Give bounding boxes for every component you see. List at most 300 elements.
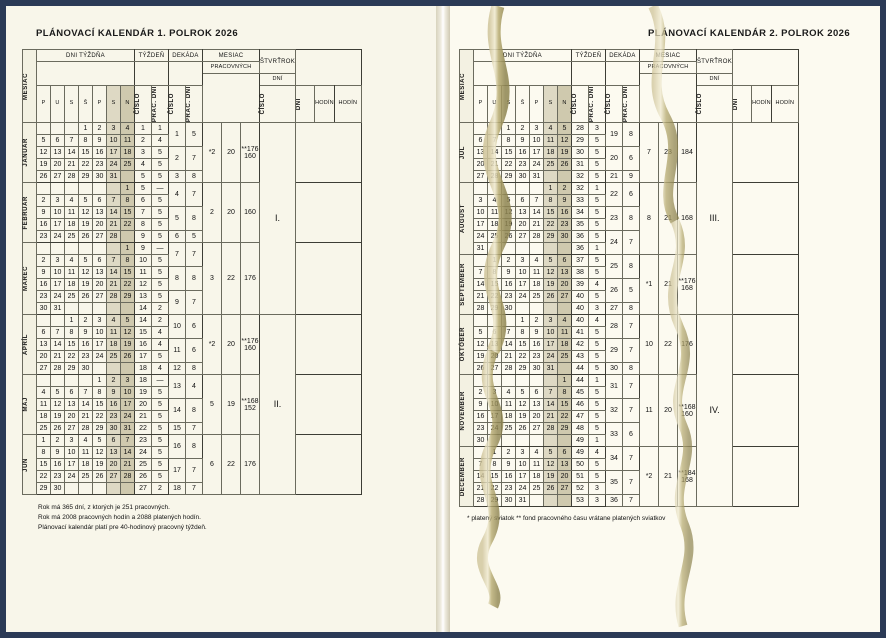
decade-workdays: 7 (186, 483, 203, 495)
week-number: 45 (572, 387, 589, 399)
day-cell (65, 303, 79, 315)
day-cell: 1 (488, 447, 502, 459)
day-cell: 26 (79, 291, 93, 303)
day-cell: 14 (107, 267, 121, 279)
week-number: 7 (135, 207, 152, 219)
month-number: *1 (640, 255, 659, 315)
hdr-quarter-hodin: HODÍN (771, 86, 798, 123)
day-cell: 20 (107, 459, 121, 471)
month-number: *2 (640, 447, 659, 507)
day-cell (65, 375, 79, 387)
day-cell: 7 (79, 387, 93, 399)
week-number: 5 (135, 183, 152, 195)
day-cell: 15 (558, 399, 572, 411)
day-cell: 7 (51, 327, 65, 339)
hdr-working-sub (203, 74, 260, 123)
day-cell: 5 (79, 195, 93, 207)
decade-number: 3 (169, 171, 186, 183)
month-workdays: 20 (659, 375, 678, 447)
hdr-month: MESIAC (460, 50, 474, 123)
day-cell (65, 483, 79, 495)
day-cell: 21 (474, 483, 488, 495)
decade-workdays: 7 (623, 339, 640, 363)
day-cell: 30 (502, 495, 516, 507)
hdr-dec-pracdni: PRAC. DNI (623, 86, 640, 123)
day-cell: 7 (107, 195, 121, 207)
decade-number: 13 (169, 375, 186, 399)
day-cell: 17 (488, 411, 502, 423)
week-workdays: 5 (152, 447, 169, 459)
day-cell: 12 (93, 447, 107, 459)
day-cell: 9 (530, 327, 544, 339)
day-cell: 24 (65, 471, 79, 483)
day-cell (93, 483, 107, 495)
day-cell: 30 (530, 363, 544, 375)
decade-number: 31 (606, 375, 623, 399)
day-cell: 18 (530, 279, 544, 291)
day-cell: 23 (558, 219, 572, 231)
decade-number: 21 (606, 171, 623, 183)
decade-number: 4 (169, 183, 186, 207)
week-workdays: 5 (152, 459, 169, 471)
day-cell: 7 (121, 435, 135, 447)
day-cell: 4 (79, 435, 93, 447)
day-cell: 6 (93, 195, 107, 207)
day-cell: 26 (474, 363, 488, 375)
day-cell: 29 (65, 363, 79, 375)
day-cell: 12 (516, 399, 530, 411)
hdr-day-5: S (107, 86, 121, 123)
day-cell: 15 (65, 339, 79, 351)
day-cell: 24 (107, 159, 121, 171)
week-number: 5 (135, 171, 152, 183)
week-workdays: — (152, 375, 169, 387)
day-cell: 26 (121, 351, 135, 363)
day-cell: 7 (530, 195, 544, 207)
day-cell: 9 (51, 447, 65, 459)
hdr-spacer-days (37, 62, 135, 86)
day-cell: 10 (51, 207, 65, 219)
day-cell: 25 (502, 423, 516, 435)
week-workdays: 5 (589, 351, 606, 363)
day-cell: 30 (558, 231, 572, 243)
day-cell: 16 (502, 279, 516, 291)
day-cell: 4 (65, 195, 79, 207)
calendar-row (460, 375, 799, 387)
day-cell: 20 (558, 279, 572, 291)
day-cell (488, 183, 502, 195)
hdr-spacer-days (474, 62, 572, 86)
day-cell: 3 (516, 447, 530, 459)
day-cell: 18 (558, 339, 572, 351)
right-page (443, 6, 880, 632)
week-number: 4 (135, 159, 152, 171)
day-cell: 18 (107, 339, 121, 351)
hdr-working: PRACOVNÝCH (640, 62, 697, 74)
day-cell (502, 315, 516, 327)
decade-number: 23 (606, 207, 623, 231)
day-cell: 5 (502, 195, 516, 207)
day-cell (121, 483, 135, 495)
day-cell: 18 (65, 279, 79, 291)
month-hours: **168 160 (678, 375, 697, 447)
day-cell: 6 (488, 327, 502, 339)
calendar-row (460, 471, 799, 483)
day-cell: 7 (488, 135, 502, 147)
day-cell (107, 363, 121, 375)
calendar-row (23, 399, 362, 411)
decade-number: 7 (169, 243, 186, 267)
day-cell: 26 (502, 231, 516, 243)
hdr-mon-cislo: ČÍSLO (260, 86, 296, 123)
week-number: 43 (572, 351, 589, 363)
day-cell: 4 (530, 255, 544, 267)
day-cell: 4 (121, 123, 135, 135)
week-workdays: 2 (152, 315, 169, 327)
left-page-title: PLÁNOVACÍ KALENDÁR 1. POLROK 2026 (36, 28, 238, 39)
day-cell: 27 (93, 291, 107, 303)
day-cell: 16 (79, 339, 93, 351)
day-cell (474, 375, 488, 387)
day-cell: 15 (79, 147, 93, 159)
day-cell (502, 435, 516, 447)
week-workdays: 5 (152, 399, 169, 411)
week-number: 2 (135, 135, 152, 147)
week-workdays: 5 (152, 411, 169, 423)
week-number: 21 (135, 411, 152, 423)
day-cell: 28 (65, 171, 79, 183)
calendar-row (460, 303, 799, 315)
calendar-row (23, 363, 362, 375)
week-number: 18 (135, 363, 152, 375)
day-cell: 27 (474, 171, 488, 183)
day-cell: 19 (93, 459, 107, 471)
day-cell (516, 375, 530, 387)
day-cell (530, 495, 544, 507)
day-cell: 27 (488, 363, 502, 375)
right-page-title: PLÁNOVACÍ KALENDÁR 2. POLROK 2026 (648, 28, 850, 39)
day-cell (474, 123, 488, 135)
day-cell (37, 375, 51, 387)
day-cell: 1 (65, 315, 79, 327)
footer-line-2: Rok má 2008 pracovných hodín a 2088 platených hodín. (38, 513, 201, 521)
day-cell (544, 243, 558, 255)
week-workdays: — (152, 183, 169, 195)
week-number: 44 (572, 363, 589, 375)
day-cell: 15 (544, 207, 558, 219)
day-cell (474, 315, 488, 327)
day-cell: 9 (502, 459, 516, 471)
day-cell: 11 (502, 399, 516, 411)
decade-workdays: 7 (186, 459, 203, 483)
hdr-quarter-hodin: HODÍN (334, 86, 361, 123)
day-cell: 16 (558, 207, 572, 219)
month-label-DECEMBER: DECEMBER (460, 447, 474, 507)
day-cell: 28 (474, 495, 488, 507)
day-cell: 25 (65, 291, 79, 303)
day-cell: 14 (488, 147, 502, 159)
calendar-row (23, 123, 362, 135)
day-cell: 10 (516, 267, 530, 279)
day-cell (51, 123, 65, 135)
day-cell: 25 (37, 423, 51, 435)
day-cell: 4 (107, 315, 121, 327)
day-cell: 27 (37, 363, 51, 375)
day-cell: 17 (121, 399, 135, 411)
day-cell: 12 (51, 399, 65, 411)
day-cell: 31 (516, 495, 530, 507)
week-workdays: 5 (589, 219, 606, 231)
hdr-day-0: P (37, 86, 51, 123)
decade-number: 29 (606, 339, 623, 363)
day-cell: 1 (488, 255, 502, 267)
day-cell: 14 (530, 207, 544, 219)
day-cell: 11 (488, 207, 502, 219)
day-cell (488, 435, 502, 447)
day-cell: 22 (79, 159, 93, 171)
day-cell: 21 (107, 219, 121, 231)
day-cell: 10 (51, 267, 65, 279)
day-cell: 27 (51, 171, 65, 183)
day-cell: 14 (51, 339, 65, 351)
day-cell: 3 (65, 435, 79, 447)
week-number: 6 (135, 195, 152, 207)
week-number: 15 (135, 327, 152, 339)
day-cell: 16 (37, 219, 51, 231)
day-cell: 14 (107, 207, 121, 219)
day-cell: 26 (79, 231, 93, 243)
day-cell (79, 375, 93, 387)
week-number: 10 (135, 255, 152, 267)
day-cell: 1 (502, 123, 516, 135)
day-cell: 29 (93, 423, 107, 435)
week-number: 53 (572, 495, 589, 507)
day-cell (558, 243, 572, 255)
day-cell: 1 (37, 435, 51, 447)
decade-number: 9 (169, 291, 186, 315)
decade-number: 10 (169, 315, 186, 339)
day-cell: 21 (530, 219, 544, 231)
day-cell (79, 303, 93, 315)
calendar-row (460, 171, 799, 183)
day-cell: 7 (107, 255, 121, 267)
day-cell (93, 363, 107, 375)
week-workdays: 4 (152, 363, 169, 375)
week-workdays: 5 (152, 147, 169, 159)
week-workdays: 5 (152, 387, 169, 399)
decade-workdays: 8 (623, 255, 640, 279)
day-cell: 18 (530, 471, 544, 483)
week-number: 46 (572, 399, 589, 411)
hdr-week: TÝŽDEŇ (572, 50, 606, 62)
week-number: 32 (572, 171, 589, 183)
day-cell: 11 (107, 327, 121, 339)
day-cell: 20 (558, 471, 572, 483)
month-workdays: 22 (659, 315, 678, 375)
day-cell (474, 447, 488, 459)
day-cell: 4 (530, 447, 544, 459)
decade-workdays: 8 (186, 267, 203, 291)
week-workdays: 5 (152, 195, 169, 207)
day-cell: 11 (65, 267, 79, 279)
week-number: 34 (572, 207, 589, 219)
hdr-week-pracdni: PRAC. DNI (589, 86, 606, 123)
day-cell: 24 (121, 411, 135, 423)
day-cell: 20 (488, 351, 502, 363)
day-cell: 8 (516, 327, 530, 339)
day-cell: 5 (516, 387, 530, 399)
day-cell: 3 (474, 195, 488, 207)
day-cell: 31 (51, 303, 65, 315)
day-cell: 8 (558, 387, 572, 399)
day-cell: 13 (93, 207, 107, 219)
day-cell: 27 (558, 291, 572, 303)
hdr-month-group: MESIAC (203, 50, 260, 62)
day-cell: 30 (502, 303, 516, 315)
week-workdays: 4 (589, 447, 606, 459)
left-planning-table (22, 49, 362, 495)
right-planning-table (459, 49, 799, 507)
day-cell: 1 (516, 315, 530, 327)
calendar-row (460, 255, 799, 267)
day-cell: 29 (558, 423, 572, 435)
quarter-value: III. (697, 123, 733, 315)
day-cell (65, 243, 79, 255)
week-workdays: 5 (152, 171, 169, 183)
day-cell: 24 (488, 423, 502, 435)
day-cell (51, 375, 65, 387)
day-cell: 17 (51, 279, 65, 291)
day-cell: 16 (516, 147, 530, 159)
week-number: 17 (135, 351, 152, 363)
day-cell: 5 (93, 435, 107, 447)
day-cell (516, 243, 530, 255)
day-cell: 5 (121, 315, 135, 327)
day-cell: 3 (51, 255, 65, 267)
day-cell: 31 (474, 243, 488, 255)
day-cell: 22 (93, 411, 107, 423)
week-workdays: 3 (589, 303, 606, 315)
day-cell: 24 (530, 159, 544, 171)
day-cell: 22 (488, 483, 502, 495)
calendar-row (460, 447, 799, 459)
week-workdays: 5 (152, 255, 169, 267)
day-cell: 9 (558, 195, 572, 207)
day-cell: 11 (530, 267, 544, 279)
day-cell (107, 483, 121, 495)
week-workdays: 5 (152, 159, 169, 171)
day-cell (121, 363, 135, 375)
right-footer: * platený sviatok ** fond pracovného času vrátane platených sviatkov (467, 515, 666, 523)
day-cell: 24 (516, 291, 530, 303)
day-cell: 14 (121, 447, 135, 459)
day-cell: 1 (121, 183, 135, 195)
hdr-spacer-decade (169, 62, 203, 86)
day-cell: 17 (107, 147, 121, 159)
hdr-spacer-week (572, 62, 606, 86)
day-cell: 5 (558, 123, 572, 135)
day-cell: 5 (37, 135, 51, 147)
day-cell: 3 (488, 387, 502, 399)
day-cell: 20 (65, 411, 79, 423)
day-cell: 15 (516, 339, 530, 351)
week-number: 42 (572, 339, 589, 351)
day-cell: 8 (65, 327, 79, 339)
hdr-month: MESIAC (23, 50, 37, 123)
decade-workdays: 8 (186, 435, 203, 459)
day-cell: 22 (516, 351, 530, 363)
decade-number: 25 (606, 255, 623, 279)
week-number: 18 (135, 375, 152, 387)
day-cell: 20 (51, 159, 65, 171)
month-label-NOVEMBER: NOVEMBER (460, 375, 474, 447)
day-cell: 11 (544, 135, 558, 147)
day-cell: 11 (558, 327, 572, 339)
week-number: 40 (572, 315, 589, 327)
week-number: 33 (572, 195, 589, 207)
day-cell: 7 (474, 459, 488, 471)
day-cell: 9 (474, 399, 488, 411)
month-workdays: 21 (659, 183, 678, 255)
decade-workdays: 5 (623, 279, 640, 303)
day-cell (93, 243, 107, 255)
day-cell: 21 (544, 411, 558, 423)
hdr-day-1: U (488, 86, 502, 123)
day-cell: 9 (516, 135, 530, 147)
week-workdays: 5 (589, 231, 606, 243)
day-cell: 15 (93, 399, 107, 411)
week-workdays: 5 (589, 255, 606, 267)
week-workdays: 5 (589, 411, 606, 423)
day-cell: 28 (121, 471, 135, 483)
calendar-row (23, 231, 362, 243)
week-workdays: 5 (589, 267, 606, 279)
day-cell: 4 (558, 315, 572, 327)
day-cell: 25 (65, 231, 79, 243)
decade-workdays: 9 (623, 171, 640, 183)
day-cell: 4 (488, 195, 502, 207)
week-workdays: 2 (152, 303, 169, 315)
day-cell: 8 (121, 195, 135, 207)
day-cell: 20 (93, 279, 107, 291)
day-cell: 23 (79, 351, 93, 363)
hdr-day-3: Š (516, 86, 530, 123)
week-number: 29 (572, 135, 589, 147)
day-cell: 2 (79, 315, 93, 327)
day-cell: 11 (121, 135, 135, 147)
week-workdays: 4 (152, 339, 169, 351)
week-workdays: 5 (152, 471, 169, 483)
decade-number: 36 (606, 495, 623, 507)
day-cell (37, 123, 51, 135)
week-number: 20 (135, 399, 152, 411)
day-cell: 18 (121, 147, 135, 159)
calendar-row (460, 231, 799, 243)
left-page (6, 6, 443, 632)
day-cell: 22 (121, 219, 135, 231)
day-cell: 6 (530, 387, 544, 399)
day-cell: 4 (65, 255, 79, 267)
day-cell: 25 (544, 159, 558, 171)
day-cell: 6 (107, 435, 121, 447)
decade-number: 20 (606, 147, 623, 171)
decade-workdays: 7 (186, 147, 203, 171)
day-cell (121, 231, 135, 243)
month-number: 8 (640, 183, 659, 255)
decade-number: 12 (169, 363, 186, 375)
day-cell: 17 (65, 459, 79, 471)
calendar-row (23, 339, 362, 351)
